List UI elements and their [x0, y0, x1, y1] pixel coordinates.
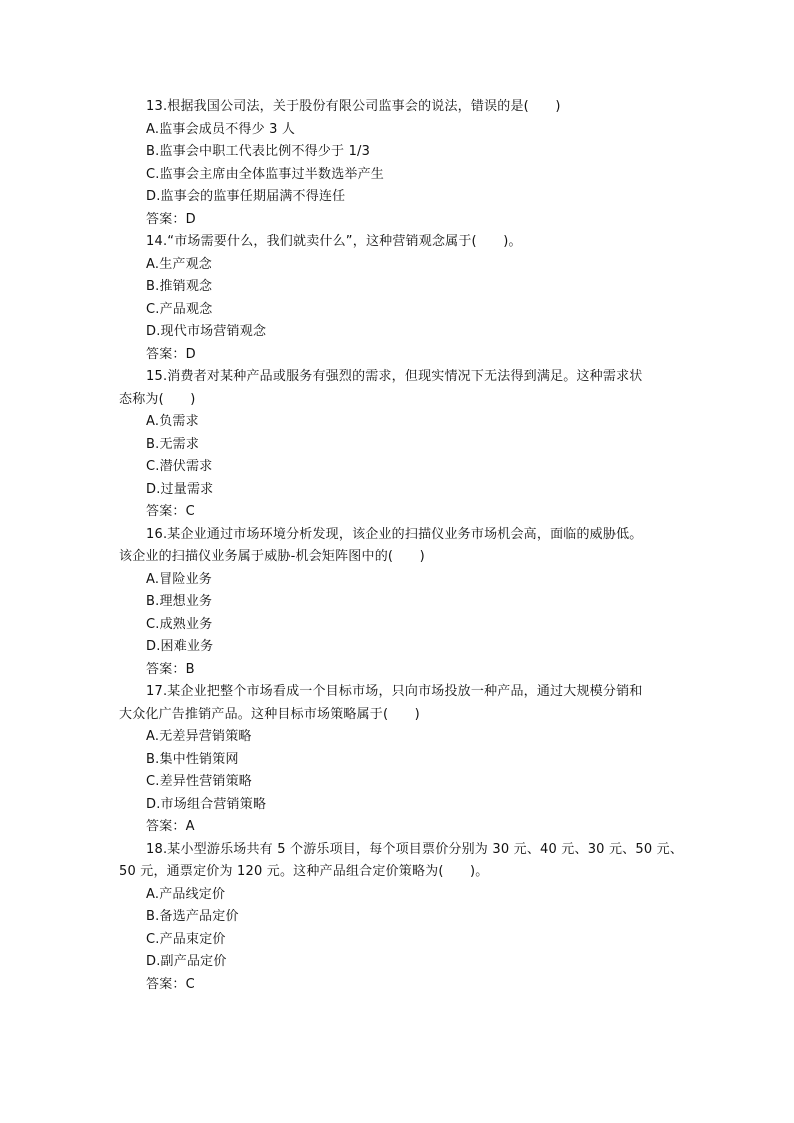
answer: 答案：C	[146, 976, 195, 992]
option-c: C.潜伏需求	[146, 459, 213, 474]
option-d: D.副产品定价	[146, 954, 227, 969]
option-d: D.现代市场营销观念	[146, 324, 267, 339]
option-c: C.产品束定价	[146, 931, 226, 947]
option-a: A.冒险业务	[146, 571, 212, 587]
option-b: B.理想业务	[146, 594, 213, 609]
question-text-continued: 态称为( )	[119, 391, 196, 407]
option-d: D.过量需求	[146, 481, 214, 497]
option-a: A.无差异营销策略	[146, 729, 252, 744]
question-14	[119, 231, 681, 366]
question-text-continued: 大众化广告推销产品。这种目标市场策略属于( )	[119, 706, 420, 722]
question-18	[119, 839, 684, 997]
option-b: B.推销观念	[146, 279, 213, 294]
option-d: D.困难业务	[146, 639, 214, 654]
option-c: C.产品观念	[146, 301, 213, 317]
question-15	[119, 366, 681, 524]
option-d: D.监事会的监事任期届满不得连任	[146, 189, 346, 204]
question-text: 13.根据我国公司法，关于股份有限公司监事会的说法，错误的是( )	[146, 99, 561, 114]
question-text: 17.某企业把整个市场看成一个目标市场，只向市场投放一种产品，通过大规模分销和	[146, 684, 643, 699]
answer: 答案：D	[146, 346, 196, 362]
option-a: A.负需求	[146, 414, 199, 429]
option-b: B.监事会中职工代表比例不得少于 1/3	[146, 144, 371, 159]
option-b: B.无需求	[146, 436, 200, 452]
option-a: A.产品线定价	[146, 886, 226, 902]
answer: 答案：B	[146, 661, 195, 677]
option-a: A.监事会成员不得少 3 人	[146, 121, 296, 137]
option-c: C.成熟业务	[146, 616, 213, 632]
question-text: 14.“市场需要什么，我们就卖什么”，这种营销观念属于( )。	[146, 234, 522, 249]
option-c: C.监事会主席由全体监事过半数选举产生	[146, 166, 385, 182]
question-16	[119, 524, 681, 682]
option-b: B.集中性销策网	[146, 751, 239, 767]
option-d: D.市场组合营销策略	[146, 796, 267, 812]
question-text: 18.某小型游乐场共有 5 个游乐项目，每个项目票价分别为 30 元、40 元、30 元、50 元、	[146, 841, 684, 857]
question-text-continued: 50 元，通票定价为 120 元。这种产品组合定价策略为( )。	[119, 864, 489, 879]
answer: 答案：C	[146, 504, 195, 519]
option-a: A.生产观念	[146, 256, 212, 272]
answer: 答案：A	[146, 819, 195, 834]
question-text: 16.某企业通过市场环境分析发现，该企业的扫描仪业务市场机会高，面临的威胁低。	[146, 526, 643, 542]
option-b: B.备选产品定价	[146, 909, 239, 924]
question-17	[119, 681, 681, 839]
option-c: C.差异性营销策略	[146, 774, 253, 789]
question-text-continued: 该企业的扫描仪业务属于威胁-机会矩阵图中的( )	[119, 549, 425, 564]
answer: 答案：D	[146, 211, 196, 227]
question-text: 15.消费者对某种产品或服务有强烈的需求，但现实情况下无法得到满足。这种需求状	[146, 369, 643, 384]
question-list	[119, 96, 684, 996]
question-13	[119, 96, 681, 231]
